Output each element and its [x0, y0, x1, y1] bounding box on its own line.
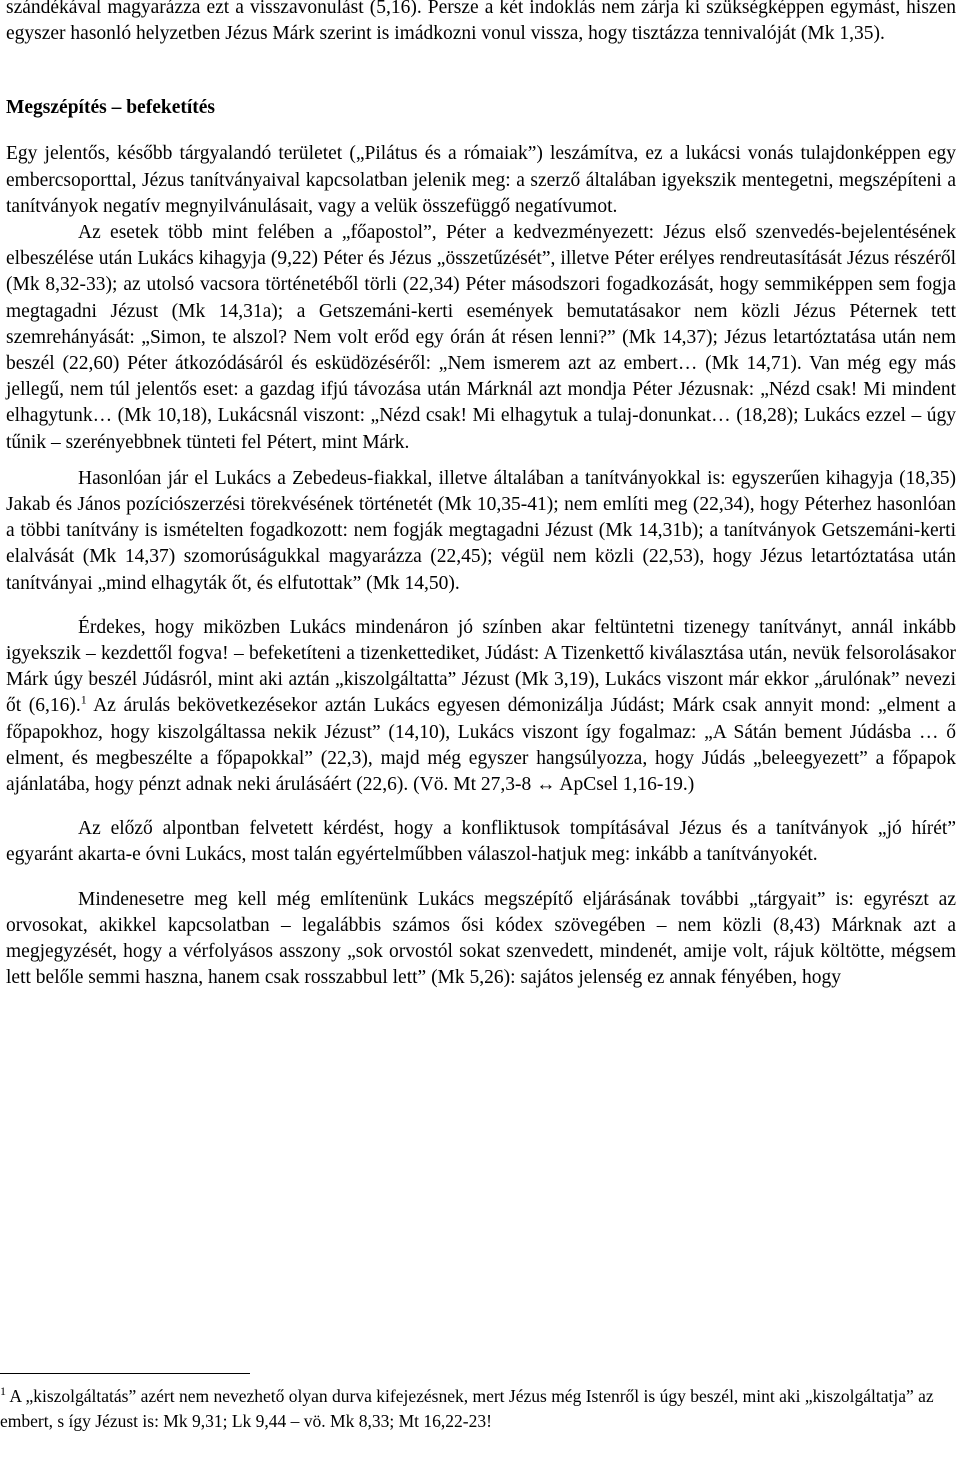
footnote-reference[interactable]: 1	[80, 692, 87, 707]
intro-paragraph: szándékával magyarázza ezt a visszavonulást (5,16). Persze a két indoklás nem zárja ki szükségképpen egymást, hiszen egyszer hasonló helyzetben Jézus Márk szerint is imádkozni vonul vissza, hogy tisztázza tennivalóját (Mk 1,35).	[6, 0, 956, 45]
body-paragraph-4	[6, 615, 956, 798]
footnote-marker: 1	[0, 1384, 6, 1399]
paragraph-4-text-before: Érdekes, hogy miközben Lukács mindenáron jó színben akar feltüntetni tizenegy tanítványt, annál inkább igyekszik – kezdettől fogva! – befeketíteni a tizenkettediket, Júdást: A Tizenkettő kiválasztása után, nevük felsorolásakor Márk úgy beszél Júdásról, mint aki aztán „kiszolgáltatta” Jézust (Mk 3,19), Lukács viszont már ekkor „árulónak” nevezi őt (6,16).	[6, 616, 956, 717]
body-paragraph-6: Mindenesetre meg kell még említenünk Lukács megszépítő eljárásának további „tárgyait” is: egyrészt az orvosokat, akikkel kapcsolatban – legalábbis számos ősi kódex szövegében – nem közli (8,43) Márknak azt a megjegyzését, hogy a vérfolyásos asszony „sok orvostól sokat szenvedett, mindenét, amije volt, rájuk költötte, mégsem lett belőle semmi haszna, hanem csak rosszabbul lett” (Mk 5,26): sajátos jelenség ez annak fényében, hogy	[6, 888, 956, 989]
section-heading: Megszépítés – befeketítés	[6, 97, 216, 119]
document-page	[6, 0, 956, 992]
body-paragraph-2: Az esetek több mint felében a „főapostol”, Péter a kedvezményezett: Jézus első szenvedés-bejelentésének elbeszélése után Lukács kihagyja (9,22) Péter és Jézus „összetűzését”, illetve Péter erélyes rendreutasítását Jézus részéről (Mk 8,32-33); az utolsó vacsora történetéből törli (22,34) Péter másodszori fogadkozását, hogy semmiképpen sem fogja megtagadni Jézust (Mk 14,31a); a Getszemáni-kerti események bemutatásakor nem közli Jézus Péternek tett szemrehányását: „Simon, te alszol? Nem volt erőd egy órán át résen lenni?” (Mk 14,37); Jézus letartóztatása után nem beszél (22,60) Péter átkozódásáról és esküdözéséről: „Nem ismerem azt az embert… (Mk 14,71). Van még egy más jellegű, nem túl jelentős eset: a gazdag ifjú távozása után Márknál azt mondja Péter Jézusnak: „Nézd csak! Mi mindent elhagytunk… (Mk 10,18), Lukácsnál viszont: „Nézd csak! Mi elhagytuk a tulaj-donunkat… (18,28); Lukács ezzel – úgy tűnik – szerényebbnek tünteti fel Pétert, mint Márk.	[6, 222, 956, 453]
body-paragraph-5: Az előző alpontban felvetett kérdést, hogy a konfliktusok tompításával Jézus és a tanítványok „jó hírét” egyaránt akarta-e óvni Lukács, most talán egyértelműbben válaszol-hatjuk meg: inkább a tanítványokét.	[6, 818, 956, 866]
body-paragraph-1: Egy jelentős, később tárgyalandó területet („Pilátus és a rómaiak”) leszámítva, ez a lukácsi vonás tulajdonképpen egy embercsoporttal, Jézus tanítványaival kapcsolatban jelenik meg: a szerző általában igyekszik mentegetni, megszépíteni a tanítványok negatív megnyilvánulásait, vagy a velük összefüggő negatívumot.	[6, 143, 956, 217]
body-paragraph-3: Hasonlóan jár el Lukács a Zebedeus-fiakkal, illetve általában a tanítványokkal is: egyszerűen kihagyja (18,35) Jakab és János pozíciószerzési törekvésének történetét (Mk 10,35-41); nem említi meg (22,34), hogy Péterhez hasonlóan a többi tanítvány is ismételten fogadkozott: nem fogják megtagadni Jézust (Mk 14,31b); a tanítványok Getszemáni-kerti elalvását (Mk 14,37) szomorúságukkal magyarázza (22,45); végül nem közli (22,53), hogy Jézus letartóztatása után tanítványai „mind elhagyták őt, és elfutottak” (Mk 14,50).	[6, 467, 956, 594]
footnote-separator	[0, 1373, 250, 1374]
paragraph-4-text-after: Az árulás bekövetkezésekor aztán Lukács egyesen démonizálja Júdást; Márk csak annyit mond: „elment a főpapokhoz, hogy kiszolgáltassa nekik Jézust” (14,10), Lukács viszont így fogalmaz: „A Sátán bement Júdásba … ő elment, és megbeszélte a főpapokkal” (22,3), majd még egyszer hangsúlyozza, hogy Júdás „beleegyezett” a főpapok ajánlatába, hogy pénzt adnak neki árulásáért (22,6). (Vö. Mt 27,3-8 ↔ ApCsel 1,16-19.)	[6, 695, 956, 796]
footnote	[0, 1384, 940, 1434]
footnote-text: A „kiszolgáltatás” azért nem nevezhető olyan durva kifejezésnek, mert Jézus még Istenről is úgy beszél, mint aki „kiszolgáltatja” az embert, s így Jézust is: Mk 9,31; Lk 9,44 – vö. Mk 8,33; Mt 16,22-23!	[0, 1386, 934, 1431]
